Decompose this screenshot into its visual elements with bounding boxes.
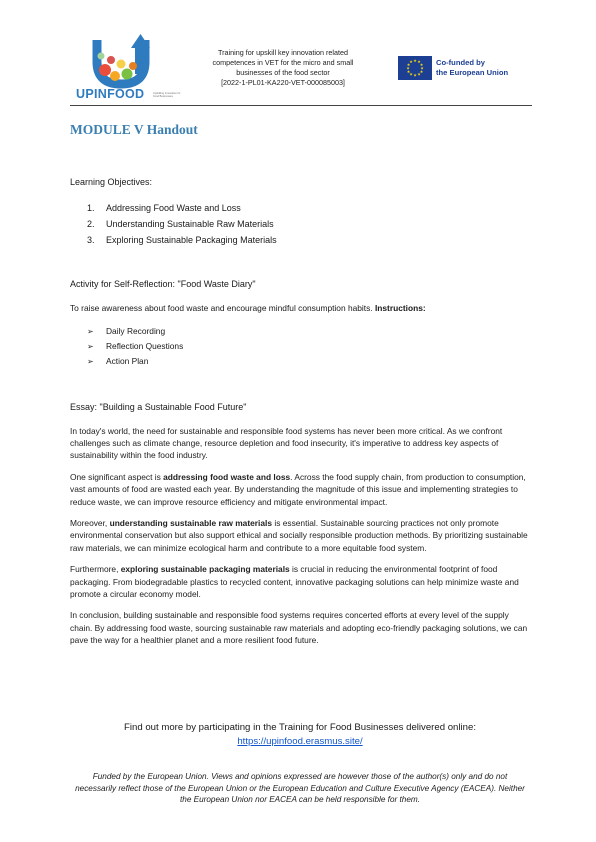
essay-heading: Essay: "Building a Sustainable Food Future"	[70, 402, 247, 412]
bold-span: understanding sustainable raw materials	[109, 518, 273, 529]
text-span: is crucial in reducing the environmental footprint of food packaging. From biodegradable plastics to recycled content, innovative packaging solutions can help minimize waste and promote a circular economy model.	[70, 564, 519, 599]
svg-text:★: ★	[419, 69, 424, 74]
svg-text:★: ★	[417, 59, 421, 64]
svg-text:★: ★	[409, 71, 413, 77]
logo-subtitle: Upskilling Innovation for Food Businesses	[153, 92, 181, 99]
eu-line: Co-funded by	[436, 58, 485, 67]
essay-paragraph	[70, 471, 530, 508]
project-line: Training for upskill key innovation related	[218, 48, 348, 57]
arrow-bullet-icon: ➢	[87, 357, 94, 366]
essay-paragraph: In conclusion, building sustainable and responsible food systems requires concerted efforts at every level of the supply chain. By addressing food waste, sourcing sustainable raw materials and adopting eco-friendly packaging solutions, we can pave the way for a healthier planet and a more resilient food future.	[70, 610, 528, 645]
svg-text:★: ★	[409, 59, 413, 64]
upinfood-logo-icon	[75, 32, 185, 90]
activity-text: To raise awareness about food waste and encourage mindful consumption habits.	[70, 303, 375, 313]
svg-text:★: ★	[420, 65, 424, 71]
upinfood-logo	[75, 32, 185, 104]
svg-text:★: ★	[413, 58, 417, 63]
list-number: 2.	[87, 219, 95, 229]
project-description	[198, 48, 368, 88]
bold-span: addressing food waste and loss	[163, 472, 291, 483]
activity-heading: Activity for Self-Reflection: "Food Waste Diary"	[70, 279, 256, 289]
list-text: Addressing Food Waste and Loss	[106, 203, 241, 213]
svg-text:★: ★	[417, 71, 421, 77]
list-item	[87, 354, 530, 369]
list-text: Daily Recording	[106, 326, 166, 336]
module-title: MODULE V Handout	[70, 122, 198, 137]
eu-flag-icon	[398, 56, 432, 80]
svg-text:★: ★	[406, 62, 411, 67]
arrow-bullet-icon: ➢	[87, 327, 94, 336]
list-item	[87, 232, 530, 248]
essay-paragraph	[70, 517, 530, 554]
training-link[interactable]: https://upinfood.erasmus.site/	[237, 736, 363, 747]
list-item	[87, 200, 530, 216]
eu-cofunded-label	[436, 58, 508, 78]
bold-span: exploring sustainable packaging materials	[120, 564, 290, 575]
project-line: competences in VET for the micro and small	[212, 58, 354, 67]
list-item	[87, 339, 530, 354]
logo-wordmark: UPINFOOD	[76, 87, 145, 101]
essay-paragraph: In today's world, the need for sustainable and responsible food systems has never been more critical. As we confront challenges such as climate change, resource depletion and food insecurity, it's imperative to address key aspects of sustainability within the food industry.	[70, 426, 503, 461]
text-span: . Across the food supply chain, from production to consumption, vast amounts of food are wasted each year. By understanding the magnitude of this issue and implementing strategies to reduce waste, we can improve resource efficiency and mitigate environmental impact.	[70, 472, 526, 507]
find-more-text: Find out more by participating in the Training for Food Businesses delivered online:	[124, 722, 476, 733]
learning-objectives-list	[87, 200, 530, 248]
essay-paragraph	[70, 563, 530, 600]
project-code: [2022-1-PL01-KA220-VET-000085003]	[221, 78, 345, 87]
list-number: 3.	[87, 235, 95, 245]
svg-text:★: ★	[406, 65, 410, 71]
learning-objectives-heading: Learning Objectives:	[70, 177, 153, 187]
list-number: 1.	[87, 203, 95, 213]
svg-text:★: ★	[406, 69, 411, 74]
text-span: One significant aspect is	[70, 472, 164, 483]
svg-text:★: ★	[413, 72, 417, 78]
header-divider	[70, 105, 532, 106]
eu-disclaimer: Funded by the European Union. Views and opinions expressed are however those of the author(s) only and do not necessarily reflect those of the European Union or the European Education and Culture Executive Agency (EACEA). Neither the European Union nor EACEA can be held responsible for them.	[75, 772, 525, 805]
find-out-more	[70, 721, 530, 749]
list-text: Understanding Sustainable Raw Materials	[106, 219, 274, 229]
text-span: Furthermore,	[70, 564, 121, 575]
text-span: is essential. Sustainable sourcing practices not only promote environmental conservation but also support ethical and socially responsible production methods. By prioritizing sustainable raw materials, we can minimize ecological harm and contribute to a more equitable food system.	[70, 518, 528, 553]
instructions-label: Instructions:	[374, 303, 426, 313]
project-line: businesses of the food sector	[236, 68, 330, 77]
text-span: Moreover,	[70, 518, 110, 529]
svg-text:★: ★	[419, 62, 424, 67]
page-header	[70, 32, 530, 104]
arrow-bullet-icon: ➢	[87, 342, 94, 351]
activity-description	[70, 302, 530, 314]
list-text: Exploring Sustainable Packaging Materials	[106, 235, 277, 245]
eu-line: the European Union	[436, 68, 509, 77]
instructions-list	[87, 324, 530, 369]
document-body	[70, 176, 530, 656]
list-text: Reflection Questions	[106, 341, 184, 351]
list-text: Action Plan	[106, 356, 149, 366]
list-item	[87, 216, 530, 232]
list-item	[87, 324, 530, 339]
